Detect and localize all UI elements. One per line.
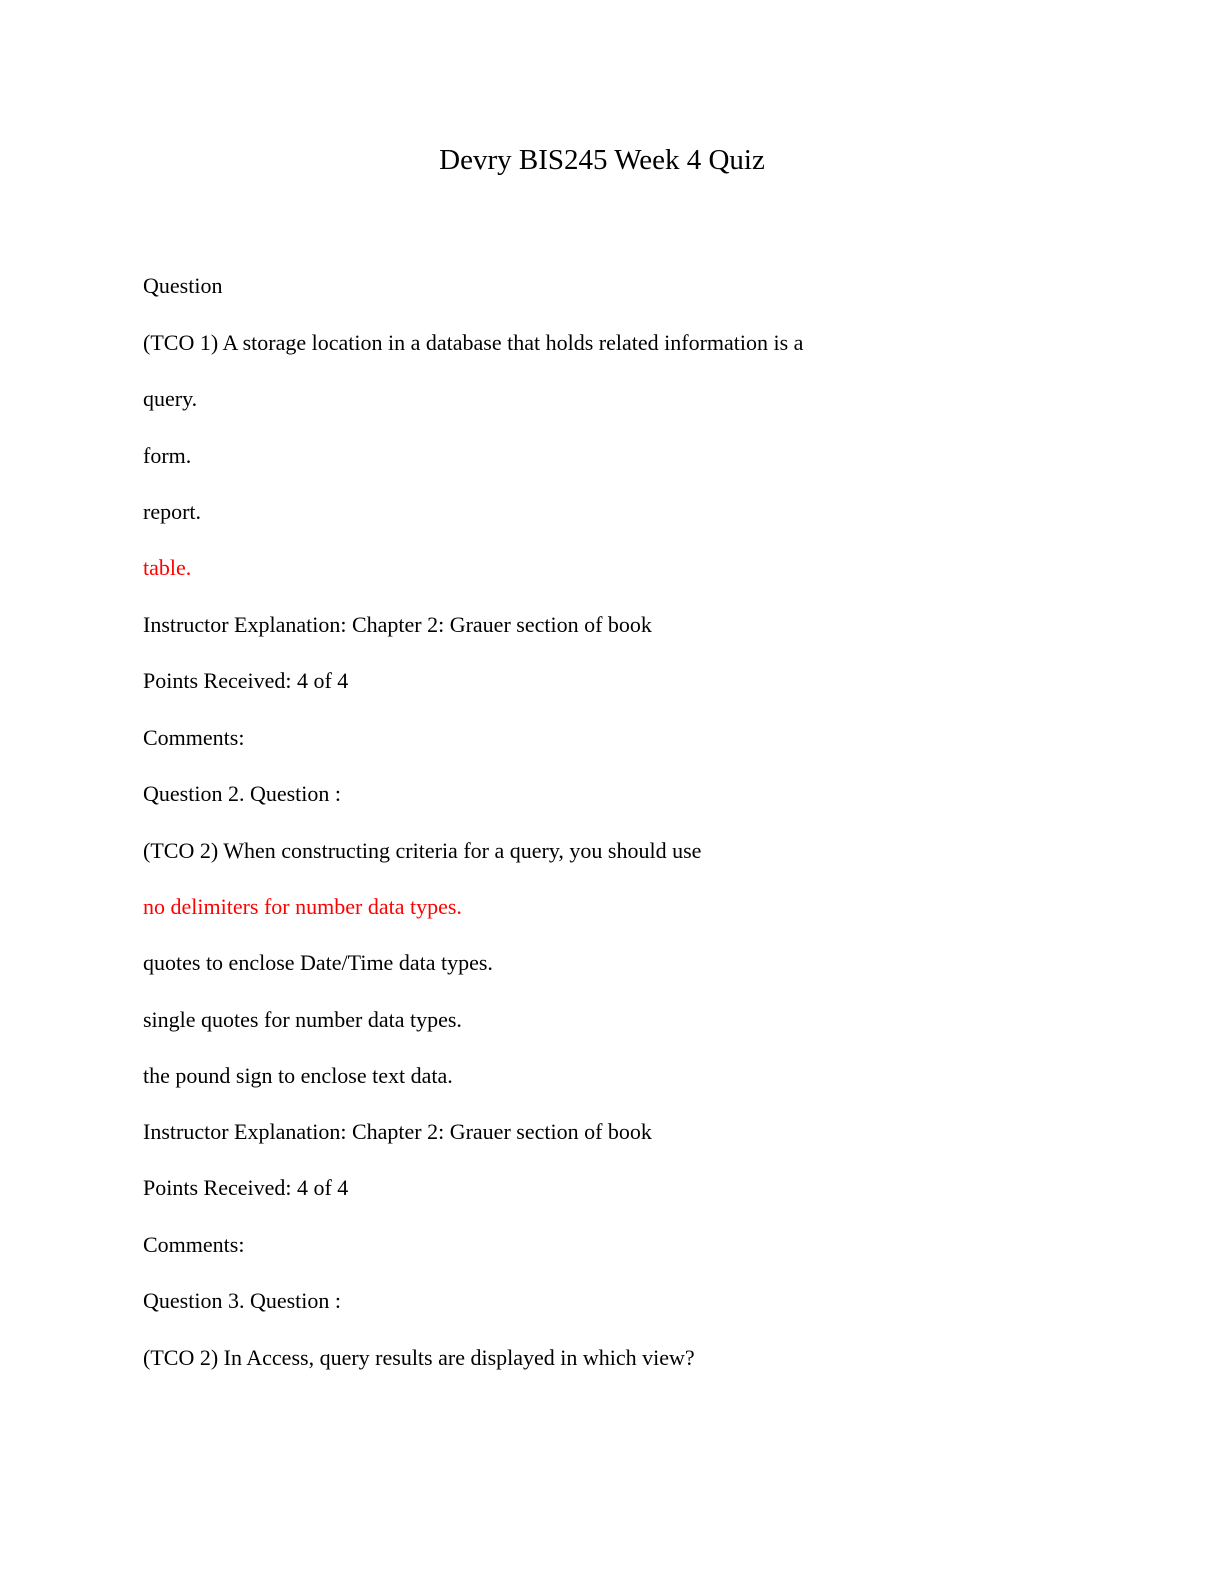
question-1-prompt: (TCO 1) A storage location in a database that holds related information is a xyxy=(143,330,804,355)
question-1-header: Question xyxy=(143,273,223,298)
question-1-option-b: form. xyxy=(143,443,192,468)
question-1-option-c: report. xyxy=(143,499,202,524)
question-2-points: Points Received: 4 of 4 xyxy=(143,1175,349,1200)
question-3-prompt: (TCO 2) In Access, query results are displayed in which view? xyxy=(143,1345,695,1370)
question-1-comments: Comments: xyxy=(143,725,245,750)
question-2-option-c: single quotes for number data types. xyxy=(143,1007,462,1032)
question-1-option-a: query. xyxy=(143,386,198,411)
question-2-option-d: the pound sign to enclose text data. xyxy=(143,1063,453,1088)
question-1-points: Points Received: 4 of 4 xyxy=(143,668,349,693)
question-2-comments: Comments: xyxy=(143,1232,245,1257)
question-2-option-a-correct: no delimiters for number data types. xyxy=(143,894,462,919)
question-2-explanation: Instructor Explanation: Chapter 2: Grauer section of book xyxy=(143,1119,652,1144)
question-1-option-d-correct: table. xyxy=(143,555,192,580)
question-1-explanation: Instructor Explanation: Chapter 2: Grauer section of book xyxy=(143,612,652,637)
question-2-option-b: quotes to enclose Date/Time data types. xyxy=(143,950,493,975)
question-3-header: Question 3. Question : xyxy=(143,1288,341,1313)
document-title: Devry BIS245 Week 4 Quiz xyxy=(439,144,765,176)
question-2-prompt: (TCO 2) When constructing criteria for a query, you should use xyxy=(143,838,702,863)
question-2-header: Question 2. Question : xyxy=(143,781,341,806)
